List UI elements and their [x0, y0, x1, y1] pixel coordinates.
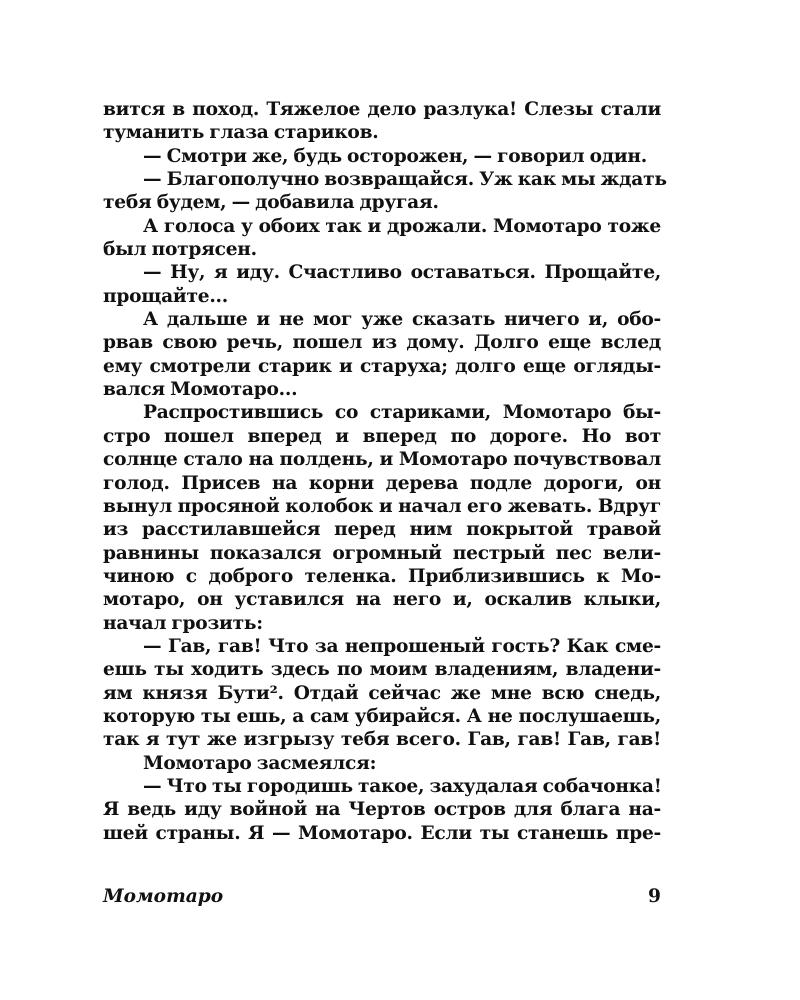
text-line: — Что ты городишь такое, захудалая собачонка! — [143, 775, 662, 797]
text-line: равнины показался огромный пестрый пес вели- — [103, 542, 661, 564]
text-line: из расстилавшейся перед ним покрытой травой — [103, 519, 661, 541]
text-line: тебя будем, — добавила другая. — [103, 192, 439, 214]
text-line: А голоса у обоих так и дрожали. Момотаро тоже — [143, 215, 661, 237]
text-line: — Благополучно возвращайся. Уж как мы ждать — [143, 169, 667, 191]
text-line: ям князя Бути². Отдай сейчас же мне всю снедь, — [103, 682, 661, 704]
text-line: ешь ты ходить здесь по моим владениям, владени- — [103, 659, 661, 681]
text-line: Распростившись со стариками, Момотаро бы- — [143, 402, 661, 424]
text-line: голод. Присев на корни дерева подле дороги, он — [103, 472, 661, 494]
text-line: чиною с доброго теленка. Приблизившись к Мо- — [103, 565, 661, 587]
text-line: — Гав, гав! Что за непрошеный гость? Как сме- — [143, 635, 661, 657]
running-title: Момотаро — [103, 886, 224, 907]
text-line: так я тут же изгрызу тебя всего. Гав, гав! Гав, гав! — [103, 729, 661, 751]
text-line: Я ведь иду войной на Чертов остров для блага на- — [103, 799, 661, 821]
text-line: ему смотрели старик и старуха; долго еще огляды- — [103, 355, 661, 377]
text-line: — Ну, я иду. Счастливо оставаться. Прощайте, — [143, 262, 661, 284]
page-number: 9 — [648, 886, 661, 907]
text-line: А дальше и не мог уже сказать ничего и, обо- — [143, 309, 661, 331]
text-line: солнце стало на полдень, и Момотаро почувствовал — [103, 449, 661, 471]
text-line: туманить глаза стариков. — [103, 122, 379, 144]
text-line: рвав свою речь, пошел из дому. Долго еще вслед — [103, 332, 661, 354]
text-line: начал грозить: — [103, 612, 263, 634]
text-line: Момотаро засмеялся: — [143, 752, 377, 774]
text-line: вынул просяной колобок и начал его жевать. Вдруг — [103, 495, 661, 517]
text-line: стро пошел вперед и вперед по дороге. Но вот — [103, 425, 661, 447]
text-line: был потрясен. — [103, 239, 257, 261]
text-line: вится в поход. Тяжелое дело разлука! Слезы стали — [103, 99, 661, 120]
text-line: вался Момотаро... — [103, 379, 298, 401]
page-footer — [103, 886, 661, 912]
text-line: прощайте... — [103, 285, 228, 307]
text-line: мотаро, он уставился на него и, оскалив клыки, — [103, 589, 661, 611]
body-text — [103, 98, 667, 845]
text-line: шей страны. Я — Момотаро. Если ты станешь пре- — [103, 822, 661, 844]
text-line: которую ты ешь, а сам убирайся. А не послушаешь, — [103, 705, 661, 727]
text-line: — Смотри же, будь осторожен, — говорил один. — [143, 145, 647, 167]
